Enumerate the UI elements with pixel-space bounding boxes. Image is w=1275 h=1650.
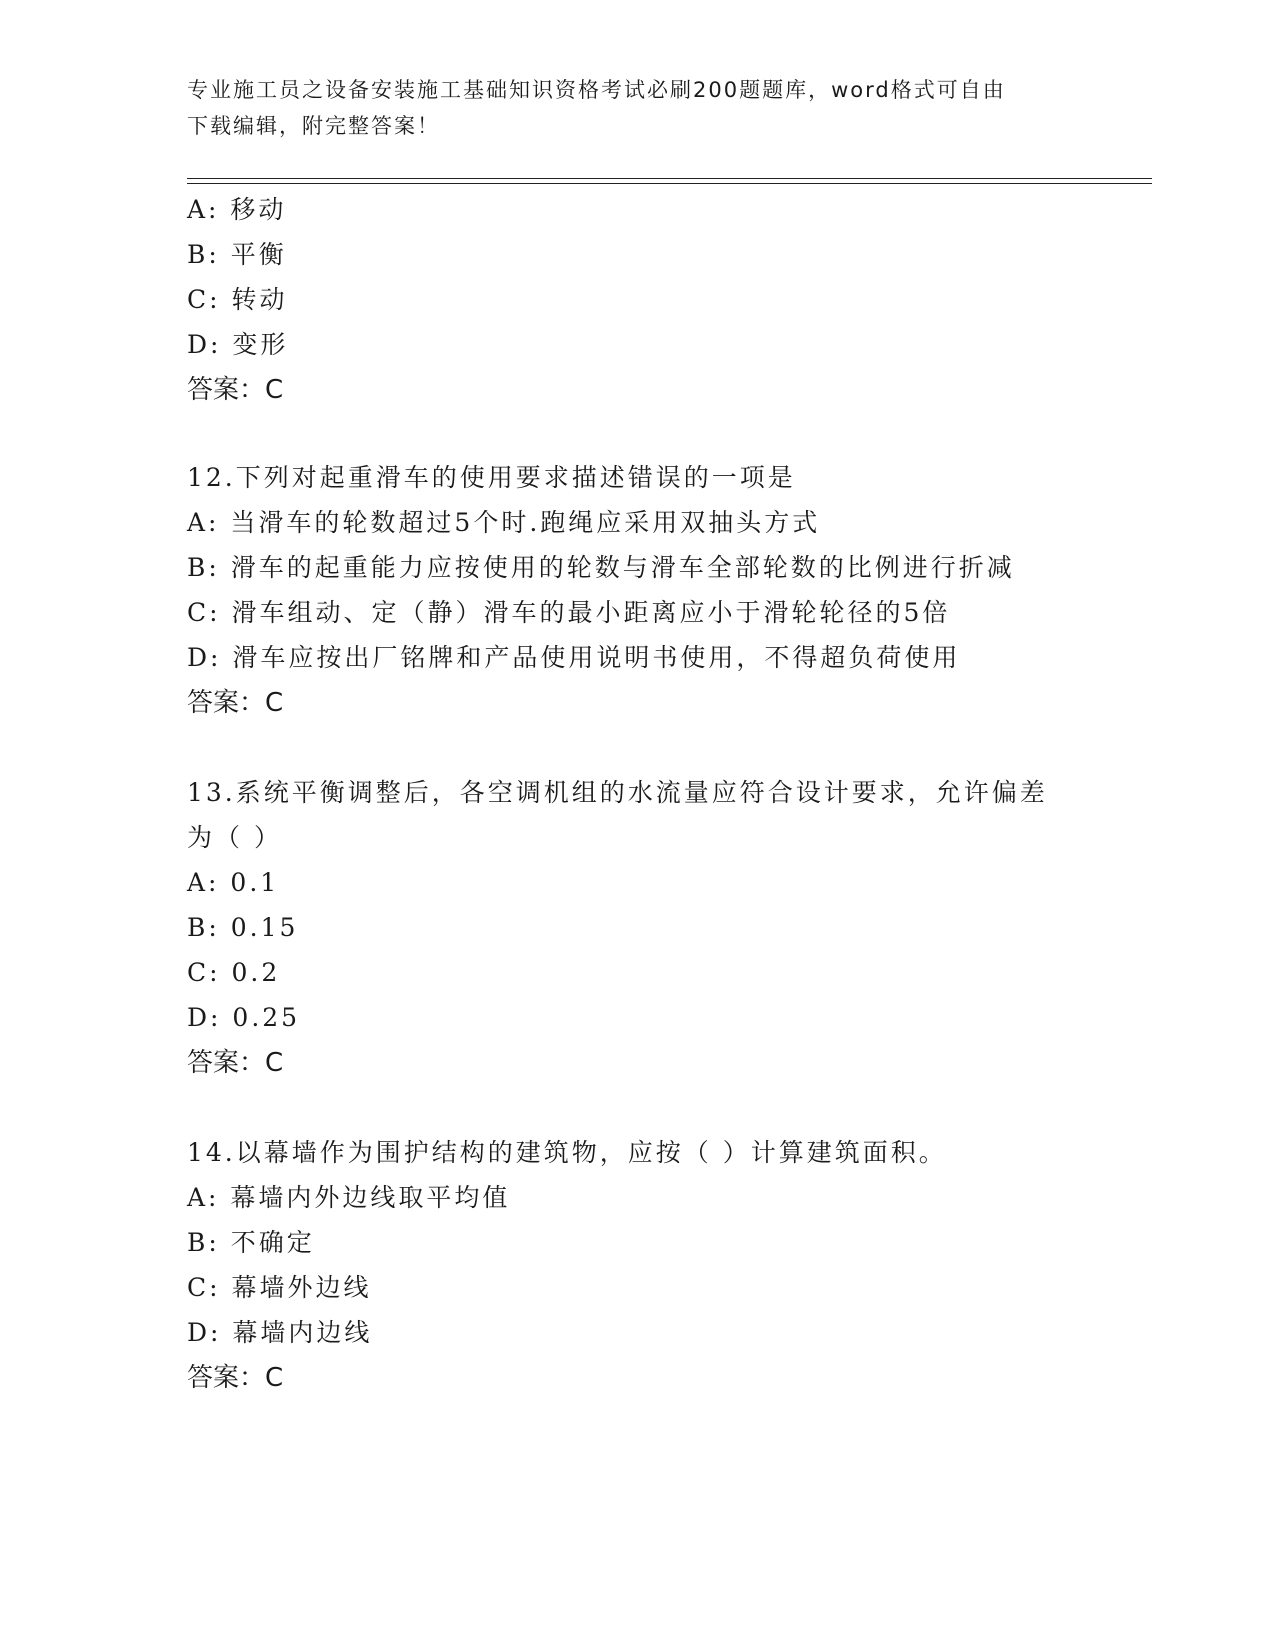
option-b: B: 不确定 bbox=[187, 1228, 315, 1257]
option-d: D: 幕墙内边线 bbox=[187, 1318, 373, 1347]
option-c: C: 转动 bbox=[187, 285, 288, 314]
option-a: A: 移动 bbox=[187, 195, 287, 224]
answer: 答案：C bbox=[187, 375, 284, 405]
option-a: A: 幕墙内外边线取平均值 bbox=[187, 1183, 511, 1212]
document-header bbox=[187, 72, 1087, 144]
header-line-2: 下载编辑，附完整答案！ bbox=[187, 114, 440, 138]
answer: 答案：C bbox=[187, 1363, 284, 1393]
option-c: C: 滑车组动、定（静）滑车的最小距离应小于滑轮轮径的5倍 bbox=[187, 598, 951, 627]
question-text-line-1: 13.系统平衡调整后，各空调机组的水流量应符合设计要求，允许偏差 bbox=[187, 778, 1048, 807]
header-line-1: 专业施工员之设备安装施工基础知识资格考试必刷200题题库，word格式可自由 bbox=[187, 78, 1006, 102]
question-text: 14.以幕墙作为围护结构的建筑物，应按（ ）计算建筑面积。 bbox=[187, 1138, 947, 1167]
option-c: C: 幕墙外边线 bbox=[187, 1273, 372, 1302]
answer: 答案：C bbox=[187, 688, 284, 718]
option-c: C: 0.2 bbox=[187, 958, 281, 987]
option-d: D: 变形 bbox=[187, 330, 289, 359]
option-b: B: 滑车的起重能力应按使用的轮数与滑车全部轮数的比例进行折减 bbox=[187, 553, 1015, 582]
question-text: 12.下列对起重滑车的使用要求描述错误的一项是 bbox=[187, 463, 796, 492]
option-a: A: 0.1 bbox=[187, 868, 280, 897]
header-rule-top bbox=[187, 178, 1152, 179]
option-d: D: 0.25 bbox=[187, 1003, 301, 1032]
option-b: B: 0.15 bbox=[187, 913, 299, 942]
answer: 答案：C bbox=[187, 1048, 284, 1078]
option-d: D: 滑车应按出厂铭牌和产品使用说明书使用，不得超负荷使用 bbox=[187, 643, 961, 672]
option-b: B: 平衡 bbox=[187, 240, 287, 269]
option-a: A: 当滑车的轮数超过5个时.跑绳应采用双抽头方式 bbox=[187, 508, 821, 537]
header-rule-bottom bbox=[187, 183, 1152, 184]
question-text-line-2: 为（ ） bbox=[187, 823, 282, 852]
